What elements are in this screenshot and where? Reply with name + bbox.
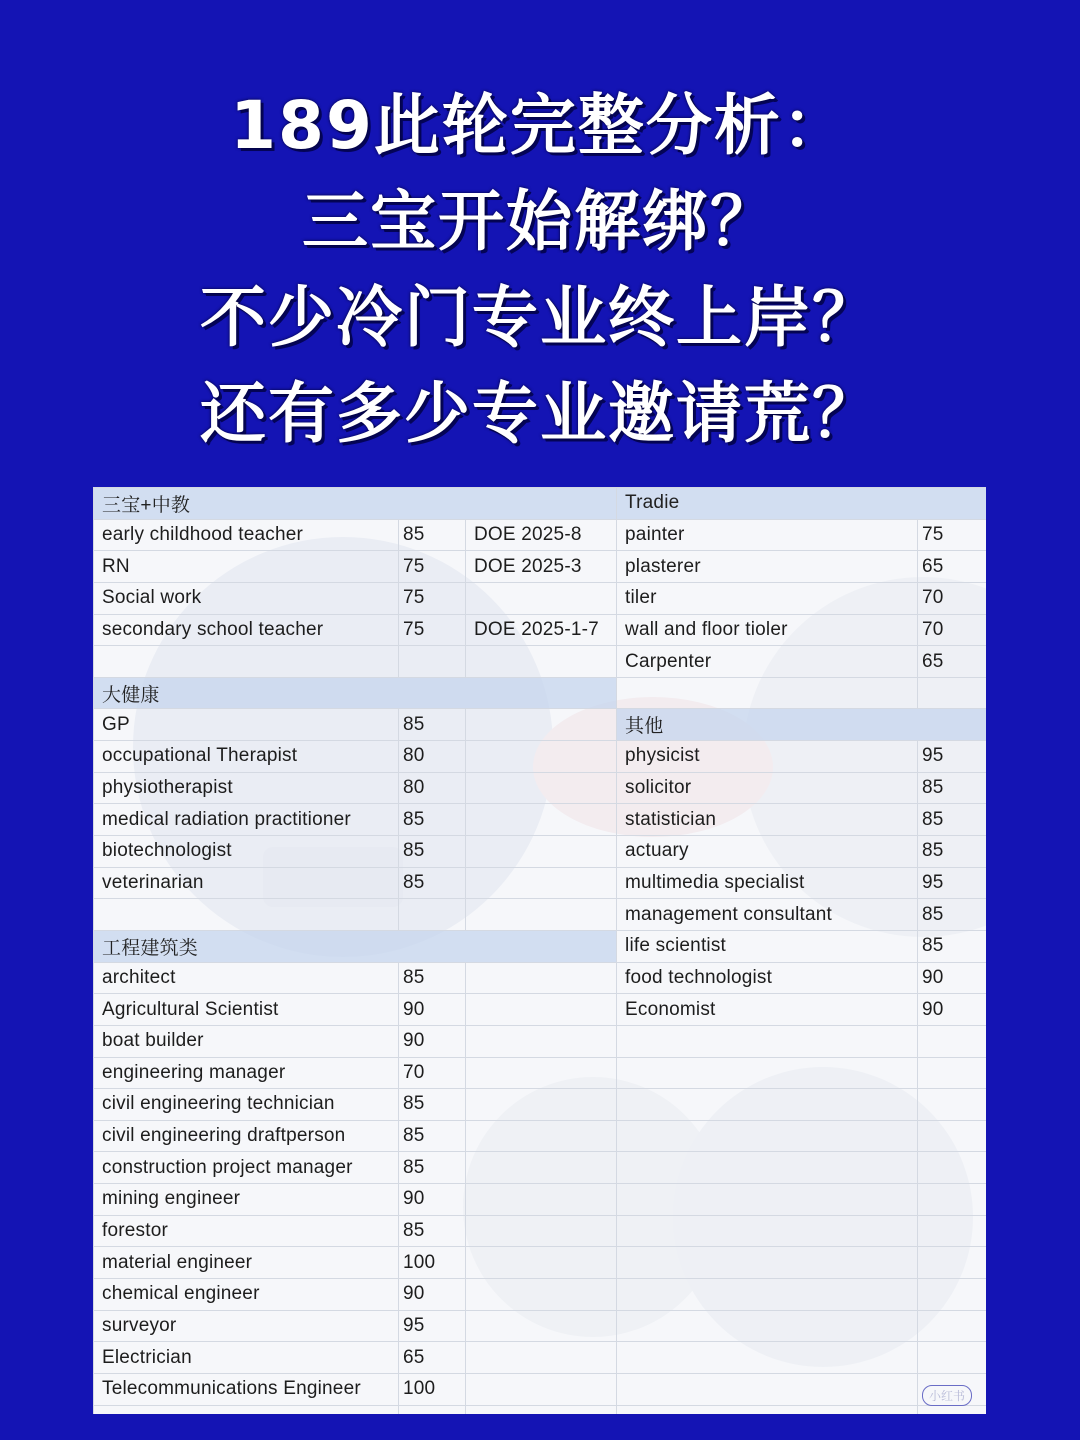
doe-date: [466, 1057, 617, 1089]
empty-cell: [918, 1025, 986, 1057]
table-row: [94, 614, 987, 646]
doe-date: [466, 1089, 617, 1121]
empty-cell: [918, 1405, 986, 1414]
occupation-name: wall and floor tioler: [617, 614, 918, 646]
empty-cell: [617, 1215, 918, 1247]
xiaohongshu-watermark: 小红书: [922, 1385, 972, 1406]
doe-date: [466, 1025, 617, 1057]
occupation-name: biotechnologist: [94, 836, 399, 868]
occupation-score: 85: [918, 772, 986, 804]
occupation-score: 75: [399, 614, 466, 646]
occupation-name: Social work: [94, 582, 399, 614]
doe-date: [466, 1279, 617, 1311]
empty-cell: [918, 1184, 986, 1216]
empty-cell: [399, 646, 466, 678]
occupation-score: 90: [918, 994, 986, 1026]
occupation-name: veterinarian: [94, 867, 399, 899]
occupation-name: Telecommunications Engineer: [94, 1373, 399, 1405]
section-heading: 工程建筑类: [94, 930, 617, 962]
occupation-name: tiler: [617, 582, 918, 614]
occupation-score: 85: [399, 1089, 466, 1121]
occupation-name: food technologist: [617, 962, 918, 994]
occupation-score: 70: [918, 582, 986, 614]
doe-date: [466, 836, 617, 868]
empty-cell: [918, 1342, 986, 1374]
occupation-name: secondary school teacher: [94, 614, 399, 646]
table-row: [94, 772, 987, 804]
empty-cell: [466, 646, 617, 678]
table-row: [94, 741, 987, 773]
occupation-score: 85: [399, 804, 466, 836]
table-row: [94, 1184, 987, 1216]
empty-cell: [918, 1215, 986, 1247]
occupation-name: multimedia specialist: [617, 867, 918, 899]
occupation-name: surveyor: [94, 1310, 399, 1342]
occupation-score: 85: [918, 836, 986, 868]
occupation-score: 100: [399, 1373, 466, 1405]
title-block: [0, 78, 1080, 462]
occupation-name: construction project manager: [94, 1152, 399, 1184]
occupation-name: architect: [94, 962, 399, 994]
empty-cell: [617, 1089, 918, 1121]
doe-date: DOE 2025-1-7: [466, 614, 617, 646]
occupation-score: 80: [399, 741, 466, 773]
table-row: [94, 1279, 987, 1311]
table-row: [94, 867, 987, 899]
occupation-name: physicist: [617, 741, 918, 773]
occupation-name: RN: [94, 551, 399, 583]
doe-date: DOE 2025-8: [466, 519, 617, 551]
doe-date: [466, 1310, 617, 1342]
doe-date: [466, 1215, 617, 1247]
doe-date: [466, 1152, 617, 1184]
table-row: [94, 519, 987, 551]
occupation-score: 85: [918, 804, 986, 836]
section-heading: 三宝+中教: [94, 488, 617, 520]
empty-cell: [918, 1310, 986, 1342]
occupation-name: physiotherapist: [94, 772, 399, 804]
occupation-score: 85: [399, 1152, 466, 1184]
occupation-score: 65: [918, 646, 986, 678]
table-row: [94, 1120, 987, 1152]
empty-cell: [617, 677, 918, 709]
occupation-name: medical radiation practitioner: [94, 804, 399, 836]
table-row: [94, 488, 987, 520]
occupation-score: 90: [399, 994, 466, 1026]
occupation-name: engineering manager: [94, 1057, 399, 1089]
occupation-score: 65: [399, 1342, 466, 1374]
occupation-name: solicitor: [617, 772, 918, 804]
empty-cell: [918, 1089, 986, 1121]
empty-cell: [918, 1279, 986, 1311]
title-line-2: 三宝开始解绑？: [302, 183, 778, 260]
empty-cell: [399, 899, 466, 931]
occupation-name: statistician: [617, 804, 918, 836]
empty-cell: [617, 1184, 918, 1216]
occupation-score: 85: [399, 962, 466, 994]
table-row: [94, 1057, 987, 1089]
table-row: [94, 709, 987, 741]
occupation-name: management consultant: [617, 899, 918, 931]
occupation-score: 85: [399, 709, 466, 741]
table-row: [94, 962, 987, 994]
table-row: [94, 899, 987, 931]
doe-date: [466, 709, 617, 741]
empty-cell: [918, 1120, 986, 1152]
occupation-score: 75: [918, 519, 986, 551]
empty-cell: [617, 1057, 918, 1089]
table-row: [94, 1342, 987, 1374]
occupation-name: painter: [617, 519, 918, 551]
doe-date: [466, 1373, 617, 1405]
title-line-1: 189此轮完整分析：: [230, 87, 850, 164]
table-row: [94, 1373, 987, 1405]
occupation-score: 75: [399, 582, 466, 614]
occupation-name: Carpenter: [617, 646, 918, 678]
occupation-name: Agricultural Scientist: [94, 994, 399, 1026]
occupation-score: 70: [399, 1057, 466, 1089]
occupation-score: 85: [399, 836, 466, 868]
doe-date: [466, 1184, 617, 1216]
empty-cell: [617, 1247, 918, 1279]
empty-cell: [918, 1152, 986, 1184]
doe-date: [466, 867, 617, 899]
title-line-4: 还有多少专业邀请荒？: [200, 375, 880, 452]
table-row: [94, 1089, 987, 1121]
empty-cell: [466, 899, 617, 931]
section-heading: 其他: [617, 709, 986, 741]
empty-cell: [617, 1120, 918, 1152]
doe-date: [466, 962, 617, 994]
empty-cell: [918, 677, 986, 709]
occupation-name: actuary: [617, 836, 918, 868]
occupation-name: Electrician: [94, 1342, 399, 1374]
empty-cell: [94, 1405, 399, 1414]
occupation-table: [93, 487, 986, 1414]
empty-cell: [617, 1279, 918, 1311]
empty-cell: [94, 899, 399, 931]
doe-date: [466, 741, 617, 773]
occupation-score: 95: [399, 1310, 466, 1342]
table-row: [94, 677, 987, 709]
occupation-name: early childhood teacher: [94, 519, 399, 551]
empty-cell: [94, 646, 399, 678]
occupation-score: 90: [918, 962, 986, 994]
table-row: [94, 646, 987, 678]
empty-cell: [399, 1405, 466, 1414]
section-heading: 大健康: [94, 677, 617, 709]
occupation-score: 85: [399, 1120, 466, 1152]
occupation-score: 100: [399, 1247, 466, 1279]
occupation-score: 85: [918, 930, 986, 962]
occupation-name: occupational Therapist: [94, 741, 399, 773]
occupation-score: 85: [399, 1215, 466, 1247]
doe-date: DOE 2025-3: [466, 551, 617, 583]
empty-cell: [617, 1152, 918, 1184]
empty-cell: [617, 1405, 918, 1414]
occupation-name: boat builder: [94, 1025, 399, 1057]
table-row: [94, 1215, 987, 1247]
occupation-score: 95: [918, 741, 986, 773]
doe-date: [466, 1342, 617, 1374]
empty-cell: [918, 1247, 986, 1279]
occupation-name: plasterer: [617, 551, 918, 583]
occupation-score: 95: [918, 867, 986, 899]
doe-date: [466, 804, 617, 836]
occupation-name: Economist: [617, 994, 918, 1026]
occupation-score: 80: [399, 772, 466, 804]
table-row: [94, 1310, 987, 1342]
occupation-name: civil engineering technician: [94, 1089, 399, 1121]
occupation-name: chemical engineer: [94, 1279, 399, 1311]
table-row: [94, 1025, 987, 1057]
table-row: [94, 1405, 987, 1414]
occupation-name: civil engineering draftperson: [94, 1120, 399, 1152]
table-row: [94, 994, 987, 1026]
occupation-score: 70: [918, 614, 986, 646]
table-row: [94, 930, 987, 962]
doe-date: [466, 1247, 617, 1279]
doe-date: [466, 1120, 617, 1152]
doe-date: [466, 772, 617, 804]
table-row: [94, 1152, 987, 1184]
occupation-score: 90: [399, 1025, 466, 1057]
occupation-score: 90: [399, 1184, 466, 1216]
empty-cell: [617, 1310, 918, 1342]
occupation-name: GP: [94, 709, 399, 741]
table-row: [94, 804, 987, 836]
table-row: [94, 836, 987, 868]
occupation-score: 85: [399, 519, 466, 551]
doe-date: [466, 582, 617, 614]
empty-cell: [918, 1057, 986, 1089]
table-row: [94, 551, 987, 583]
occupation-name: material engineer: [94, 1247, 399, 1279]
occupation-name: forestor: [94, 1215, 399, 1247]
spreadsheet: [93, 487, 986, 1414]
table-row: [94, 582, 987, 614]
title-line-3: 不少冷门专业终上岸？: [200, 279, 880, 356]
occupation-score: 85: [399, 867, 466, 899]
occupation-score: 65: [918, 551, 986, 583]
empty-cell: [466, 1405, 617, 1414]
empty-cell: [617, 1342, 918, 1374]
empty-cell: [617, 1373, 918, 1405]
occupation-score: 90: [399, 1279, 466, 1311]
occupation-name: life scientist: [617, 930, 918, 962]
occupation-name: mining engineer: [94, 1184, 399, 1216]
table-row: [94, 1247, 987, 1279]
section-heading: Tradie: [617, 488, 986, 520]
empty-cell: [617, 1025, 918, 1057]
occupation-score: 85: [918, 899, 986, 931]
occupation-score: 75: [399, 551, 466, 583]
doe-date: [466, 994, 617, 1026]
